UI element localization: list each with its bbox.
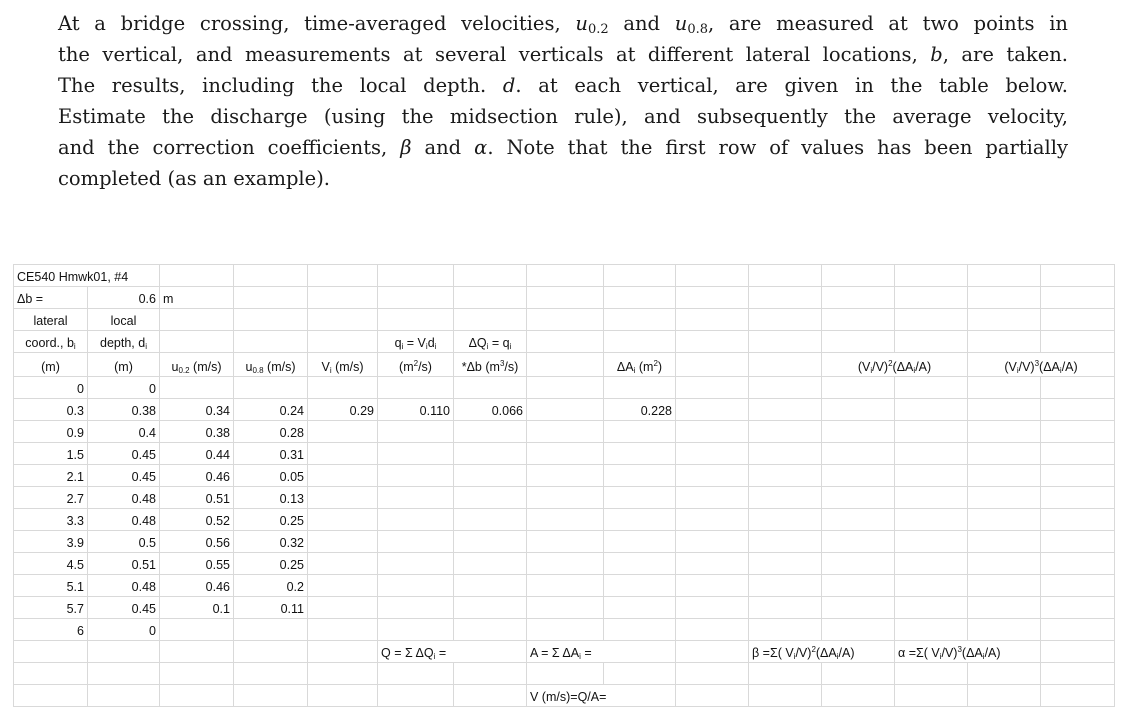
cell-vi[interactable] xyxy=(308,377,378,399)
table-row xyxy=(14,509,1115,531)
cell-delta-q[interactable] xyxy=(454,531,527,553)
cell-empty[interactable] xyxy=(749,597,822,619)
table-row xyxy=(14,487,1115,509)
cell-u08[interactable]: 0.25 xyxy=(234,553,308,575)
cell-empty[interactable] xyxy=(822,465,895,487)
cell-empty[interactable] xyxy=(822,377,895,399)
cell-empty[interactable] xyxy=(822,531,895,553)
cell-qi[interactable] xyxy=(378,553,454,575)
header-beta-term[interactable]: $(V_i/V)^2(\Delta A_i/A)$ xyxy=(822,353,968,377)
cell-empty[interactable] xyxy=(968,377,1041,399)
cell-empty[interactable] xyxy=(749,509,822,531)
cell-empty[interactable] xyxy=(527,531,604,553)
cell-empty[interactable] xyxy=(1041,465,1115,487)
table-row xyxy=(14,421,1115,443)
cell-local-depth[interactable]: 0.45 xyxy=(88,443,160,465)
cell-empty[interactable] xyxy=(749,443,822,465)
cell-empty[interactable] xyxy=(1041,575,1115,597)
cell-empty[interactable] xyxy=(527,443,604,465)
cell-empty[interactable] xyxy=(895,421,968,443)
cell-empty[interactable] xyxy=(676,575,749,597)
cell-empty[interactable] xyxy=(895,531,968,553)
table-row xyxy=(14,619,1115,641)
cell-u02[interactable]: 0.34 xyxy=(160,399,234,421)
cell-local-depth[interactable]: 0.48 xyxy=(88,509,160,531)
cell-qi[interactable] xyxy=(378,465,454,487)
cell-vi[interactable] xyxy=(308,575,378,597)
header-u08[interactable]: $u_{0.8}$ (m/s) xyxy=(234,353,308,377)
cell-local-depth[interactable]: 0 xyxy=(88,377,160,399)
cell-empty[interactable] xyxy=(527,575,604,597)
cell-delta-q[interactable] xyxy=(454,553,527,575)
cell-empty[interactable] xyxy=(676,465,749,487)
cell-lateral-coord[interactable]: 5.7 xyxy=(14,597,88,619)
cell-empty[interactable] xyxy=(1041,377,1115,399)
cell-u08[interactable]: 0.24 xyxy=(234,399,308,421)
cell-empty[interactable] xyxy=(1041,487,1115,509)
cell-local-depth[interactable]: 0.38 xyxy=(88,399,160,421)
cell-u02[interactable]: 0.52 xyxy=(160,509,234,531)
table-row xyxy=(14,531,1115,553)
cell-delta-a[interactable] xyxy=(604,619,676,641)
cell-empty[interactable] xyxy=(895,553,968,575)
cell-u02[interactable]: 0.44 xyxy=(160,443,234,465)
cell-vi[interactable] xyxy=(308,619,378,641)
cell-empty[interactable] xyxy=(968,487,1041,509)
table-row xyxy=(14,597,1115,619)
cell-vi[interactable] xyxy=(308,553,378,575)
cell-empty[interactable] xyxy=(1041,597,1115,619)
cell-qi[interactable] xyxy=(378,421,454,443)
cell-empty[interactable] xyxy=(822,597,895,619)
cell-empty[interactable] xyxy=(1041,421,1115,443)
table-row xyxy=(14,553,1115,575)
cell-qi[interactable] xyxy=(378,443,454,465)
cell-empty[interactable] xyxy=(895,597,968,619)
cell-u08[interactable]: 0.05 xyxy=(234,465,308,487)
spreadsheet xyxy=(13,264,1115,707)
cell-empty[interactable] xyxy=(676,421,749,443)
cell-local-depth[interactable]: 0.48 xyxy=(88,575,160,597)
cell-delta-a[interactable] xyxy=(604,487,676,509)
cell-lateral-coord[interactable]: 6 xyxy=(14,619,88,641)
cell-qi[interactable] xyxy=(378,509,454,531)
cell-empty[interactable] xyxy=(968,553,1041,575)
problem-line-4: Estimate the discharge (using the midsection rule), and subsequently the average velocity, xyxy=(58,105,1068,128)
cell-empty[interactable] xyxy=(527,399,604,421)
header-qi-line1[interactable]: $q_i = V_id_i$ xyxy=(378,331,454,353)
cell-delta-q[interactable] xyxy=(454,487,527,509)
cell-u02[interactable]: 0.56 xyxy=(160,531,234,553)
cell-empty[interactable] xyxy=(749,575,822,597)
cell-empty[interactable] xyxy=(1041,509,1115,531)
cell-vi[interactable] xyxy=(308,531,378,553)
cell-empty[interactable] xyxy=(676,619,749,641)
cell-empty[interactable] xyxy=(676,377,749,399)
cell-empty[interactable] xyxy=(968,597,1041,619)
cell-empty[interactable] xyxy=(968,531,1041,553)
header-vi[interactable]: $V_i$ (m/s) xyxy=(308,353,378,377)
cell-delta-q[interactable] xyxy=(454,465,527,487)
cell-empty[interactable] xyxy=(676,509,749,531)
cell-delta-a[interactable] xyxy=(604,575,676,597)
cell-u08[interactable]: 0.11 xyxy=(234,597,308,619)
cell-delta-q[interactable] xyxy=(454,377,527,399)
cell-delta-a[interactable] xyxy=(604,597,676,619)
problem-statement xyxy=(58,8,1068,194)
cell-empty[interactable] xyxy=(968,421,1041,443)
table-row xyxy=(14,399,1115,421)
cell-empty[interactable] xyxy=(527,487,604,509)
cell-delta-a[interactable]: 0.228 xyxy=(604,399,676,421)
cell-qi[interactable]: 0.110 xyxy=(378,399,454,421)
cell-empty[interactable] xyxy=(895,509,968,531)
cell-empty[interactable] xyxy=(895,399,968,421)
cell-empty[interactable] xyxy=(676,399,749,421)
cell-empty[interactable] xyxy=(676,597,749,619)
cell-empty[interactable] xyxy=(1041,443,1115,465)
cell-empty[interactable] xyxy=(1041,553,1115,575)
cell-empty[interactable] xyxy=(968,509,1041,531)
cell-qi[interactable] xyxy=(378,377,454,399)
cell-qi[interactable] xyxy=(378,531,454,553)
cell-lateral-coord[interactable]: 3.9 xyxy=(14,531,88,553)
cell-vi[interactable] xyxy=(308,487,378,509)
cell-vi[interactable] xyxy=(308,509,378,531)
cell-empty[interactable] xyxy=(895,575,968,597)
cell-vi[interactable]: 0.29 xyxy=(308,399,378,421)
header-dq-line1[interactable]: $\Delta Q_i = q_i$ xyxy=(454,331,527,353)
cell-delta-q[interactable] xyxy=(454,443,527,465)
cell-empty[interactable] xyxy=(676,487,749,509)
cell-lateral-coord[interactable]: 0 xyxy=(14,377,88,399)
cell-empty[interactable] xyxy=(1041,531,1115,553)
cell-empty[interactable] xyxy=(822,421,895,443)
delta-b-value[interactable]: 0.6 xyxy=(88,287,160,309)
cell-u02[interactable]: 0.55 xyxy=(160,553,234,575)
cell-lateral-coord[interactable]: 3.3 xyxy=(14,509,88,531)
cell-delta-q[interactable] xyxy=(454,421,527,443)
cell-empty[interactable] xyxy=(749,421,822,443)
cell-lateral-coord[interactable]: 1.5 xyxy=(14,443,88,465)
cell-lateral-coord[interactable]: 2.1 xyxy=(14,465,88,487)
problem-line-3: The results, including the local depth. d. at each vertical, are given in the table below. xyxy=(58,74,1069,97)
cell-u08[interactable] xyxy=(234,377,308,399)
cell-qi[interactable] xyxy=(378,619,454,641)
cell-u08[interactable] xyxy=(234,619,308,641)
cell-delta-a[interactable] xyxy=(604,465,676,487)
cell-qi[interactable] xyxy=(378,597,454,619)
cell-lateral-coord[interactable]: 4.5 xyxy=(14,553,88,575)
header-lateral-line1[interactable]: lateral xyxy=(14,309,88,331)
cell-delta-q[interactable]: 0.066 xyxy=(454,399,527,421)
cell-u08[interactable]: 0.28 xyxy=(234,421,308,443)
beta-sum[interactable]: β =Σ( $V_i/V)^2(\Delta A_i/A)$ xyxy=(749,641,895,663)
cell-empty[interactable] xyxy=(895,619,968,641)
cell-empty[interactable] xyxy=(527,619,604,641)
cell-empty[interactable] xyxy=(822,553,895,575)
total-area[interactable]: A = Σ $\Delta A_i$ = xyxy=(527,641,676,663)
cell-u02[interactable]: 0.46 xyxy=(160,575,234,597)
problem-line-2: the vertical, and measurements at several verticals at different lateral locations, b, are taken. xyxy=(58,43,1068,66)
cell-lateral-coord[interactable]: 5.1 xyxy=(14,575,88,597)
problem-line-1: At a bridge crossing, time-averaged velocities, $u_{0.2}$ and $u_{0.8}$, are measured at two points in xyxy=(58,12,1068,37)
cell-empty[interactable] xyxy=(749,619,822,641)
cell-empty[interactable] xyxy=(968,465,1041,487)
cell-empty[interactable] xyxy=(822,487,895,509)
cell-u08[interactable]: 0.32 xyxy=(234,531,308,553)
cell-local-depth[interactable]: 0.48 xyxy=(88,487,160,509)
cell-empty[interactable] xyxy=(749,465,822,487)
cell-empty[interactable] xyxy=(749,553,822,575)
header-lateral-line2[interactable]: coord., $b_i$ xyxy=(14,331,88,353)
cell-u02[interactable] xyxy=(160,377,234,399)
header-depth-line3[interactable]: (m) xyxy=(88,353,160,377)
cell-u02[interactable]: 0.38 xyxy=(160,421,234,443)
header-qi-line2[interactable]: $(m^2/s)$ xyxy=(378,353,454,377)
delta-b-label[interactable]: Δb = xyxy=(14,287,88,309)
cell-local-depth[interactable]: 0.5 xyxy=(88,531,160,553)
header-depth-line1[interactable]: local xyxy=(88,309,160,331)
delta-b-unit[interactable]: m xyxy=(160,287,234,309)
cell-u08[interactable]: 0.31 xyxy=(234,443,308,465)
cell-delta-q[interactable] xyxy=(454,619,527,641)
cell-delta-q[interactable] xyxy=(454,575,527,597)
table-row xyxy=(14,465,1115,487)
cell-empty[interactable] xyxy=(527,377,604,399)
cell-qi[interactable] xyxy=(378,575,454,597)
cell-empty[interactable] xyxy=(749,531,822,553)
cell-empty[interactable] xyxy=(527,421,604,443)
cell-empty[interactable] xyxy=(676,443,749,465)
header-dq-line2[interactable]: *Δb $(m^3/s)$ xyxy=(454,353,527,377)
header-u02[interactable]: $u_{0.2}$ (m/s) xyxy=(160,353,234,377)
cell-empty[interactable] xyxy=(895,377,968,399)
cell-u08[interactable]: 0.25 xyxy=(234,509,308,531)
cell-empty[interactable] xyxy=(527,465,604,487)
cell-u02[interactable] xyxy=(160,619,234,641)
cell-empty[interactable] xyxy=(749,377,822,399)
cell-empty[interactable] xyxy=(527,597,604,619)
cell-empty[interactable] xyxy=(749,399,822,421)
table-row xyxy=(14,377,1115,399)
cell-empty[interactable] xyxy=(822,575,895,597)
cell-empty[interactable] xyxy=(1041,619,1115,641)
alpha-sum[interactable]: α =Σ( $V_i/V)^3(\Delta A_i/A)$ xyxy=(895,641,1041,663)
problem-line-6: completed (as an example). xyxy=(58,167,331,190)
cell-local-depth[interactable]: 0 xyxy=(88,619,160,641)
header-depth-line2[interactable]: depth, $d_i$ xyxy=(88,331,160,353)
cell-u08[interactable]: 0.2 xyxy=(234,575,308,597)
average-velocity[interactable]: V (m/s)=Q/A= xyxy=(527,685,676,707)
cell-delta-a[interactable] xyxy=(604,377,676,399)
cell-vi[interactable] xyxy=(308,443,378,465)
cell-local-depth[interactable]: 0.4 xyxy=(88,421,160,443)
header-dai[interactable]: $\Delta A_i$ $(m^2)$ xyxy=(604,353,676,377)
cell-u08[interactable]: 0.13 xyxy=(234,487,308,509)
cell-empty[interactable] xyxy=(822,619,895,641)
cell-delta-a[interactable] xyxy=(604,421,676,443)
cell-u02[interactable]: 0.46 xyxy=(160,465,234,487)
cell-u02[interactable]: 0.1 xyxy=(160,597,234,619)
cell-delta-a[interactable] xyxy=(604,509,676,531)
cell-empty[interactable] xyxy=(822,443,895,465)
cell-delta-a[interactable] xyxy=(604,553,676,575)
cell-empty[interactable] xyxy=(968,399,1041,421)
cell-qi[interactable] xyxy=(378,487,454,509)
cell-empty[interactable] xyxy=(676,531,749,553)
cell-vi[interactable] xyxy=(308,597,378,619)
cell-lateral-coord[interactable]: 0.3 xyxy=(14,399,88,421)
cell-local-depth[interactable]: 0.51 xyxy=(88,553,160,575)
cell-empty[interactable] xyxy=(968,443,1041,465)
cell-local-depth[interactable]: 0.45 xyxy=(88,465,160,487)
cell-delta-q[interactable] xyxy=(454,597,527,619)
cell-empty[interactable] xyxy=(822,399,895,421)
header-alpha-term[interactable]: $(V_i/V)^3(\Delta A_i/A)$ xyxy=(968,353,1115,377)
cell-empty[interactable] xyxy=(968,619,1041,641)
cell-empty[interactable] xyxy=(822,509,895,531)
cell-vi[interactable] xyxy=(308,421,378,443)
cell-delta-a[interactable] xyxy=(604,531,676,553)
cell-empty[interactable] xyxy=(895,465,968,487)
header-lateral-line3[interactable]: (m) xyxy=(14,353,88,377)
table-row xyxy=(14,575,1115,597)
cell-empty[interactable] xyxy=(527,553,604,575)
data-rows xyxy=(14,377,1115,641)
table-row xyxy=(14,443,1115,465)
cell-empty[interactable] xyxy=(749,487,822,509)
cell-lateral-coord[interactable]: 0.9 xyxy=(14,421,88,443)
cell-delta-q[interactable] xyxy=(454,509,527,531)
cell-empty[interactable] xyxy=(1041,399,1115,421)
cell-vi[interactable] xyxy=(308,465,378,487)
total-discharge[interactable]: Q = Σ $\Delta Q_i$ = xyxy=(378,641,527,663)
cell-lateral-coord[interactable]: 2.7 xyxy=(14,487,88,509)
problem-line-5: and the correction coefficients, β and α. Note that the first row of values has been partially xyxy=(58,136,1069,159)
cell-empty[interactable] xyxy=(895,487,968,509)
cell-u02[interactable]: 0.51 xyxy=(160,487,234,509)
cell-empty[interactable] xyxy=(527,509,604,531)
cell-local-depth[interactable]: 0.45 xyxy=(88,597,160,619)
cell-delta-a[interactable] xyxy=(604,443,676,465)
cell-empty[interactable] xyxy=(895,443,968,465)
sheet-title[interactable]: CE540 Hmwk01, #4 xyxy=(14,265,160,287)
cell-empty[interactable] xyxy=(676,553,749,575)
cell-empty[interactable] xyxy=(968,575,1041,597)
